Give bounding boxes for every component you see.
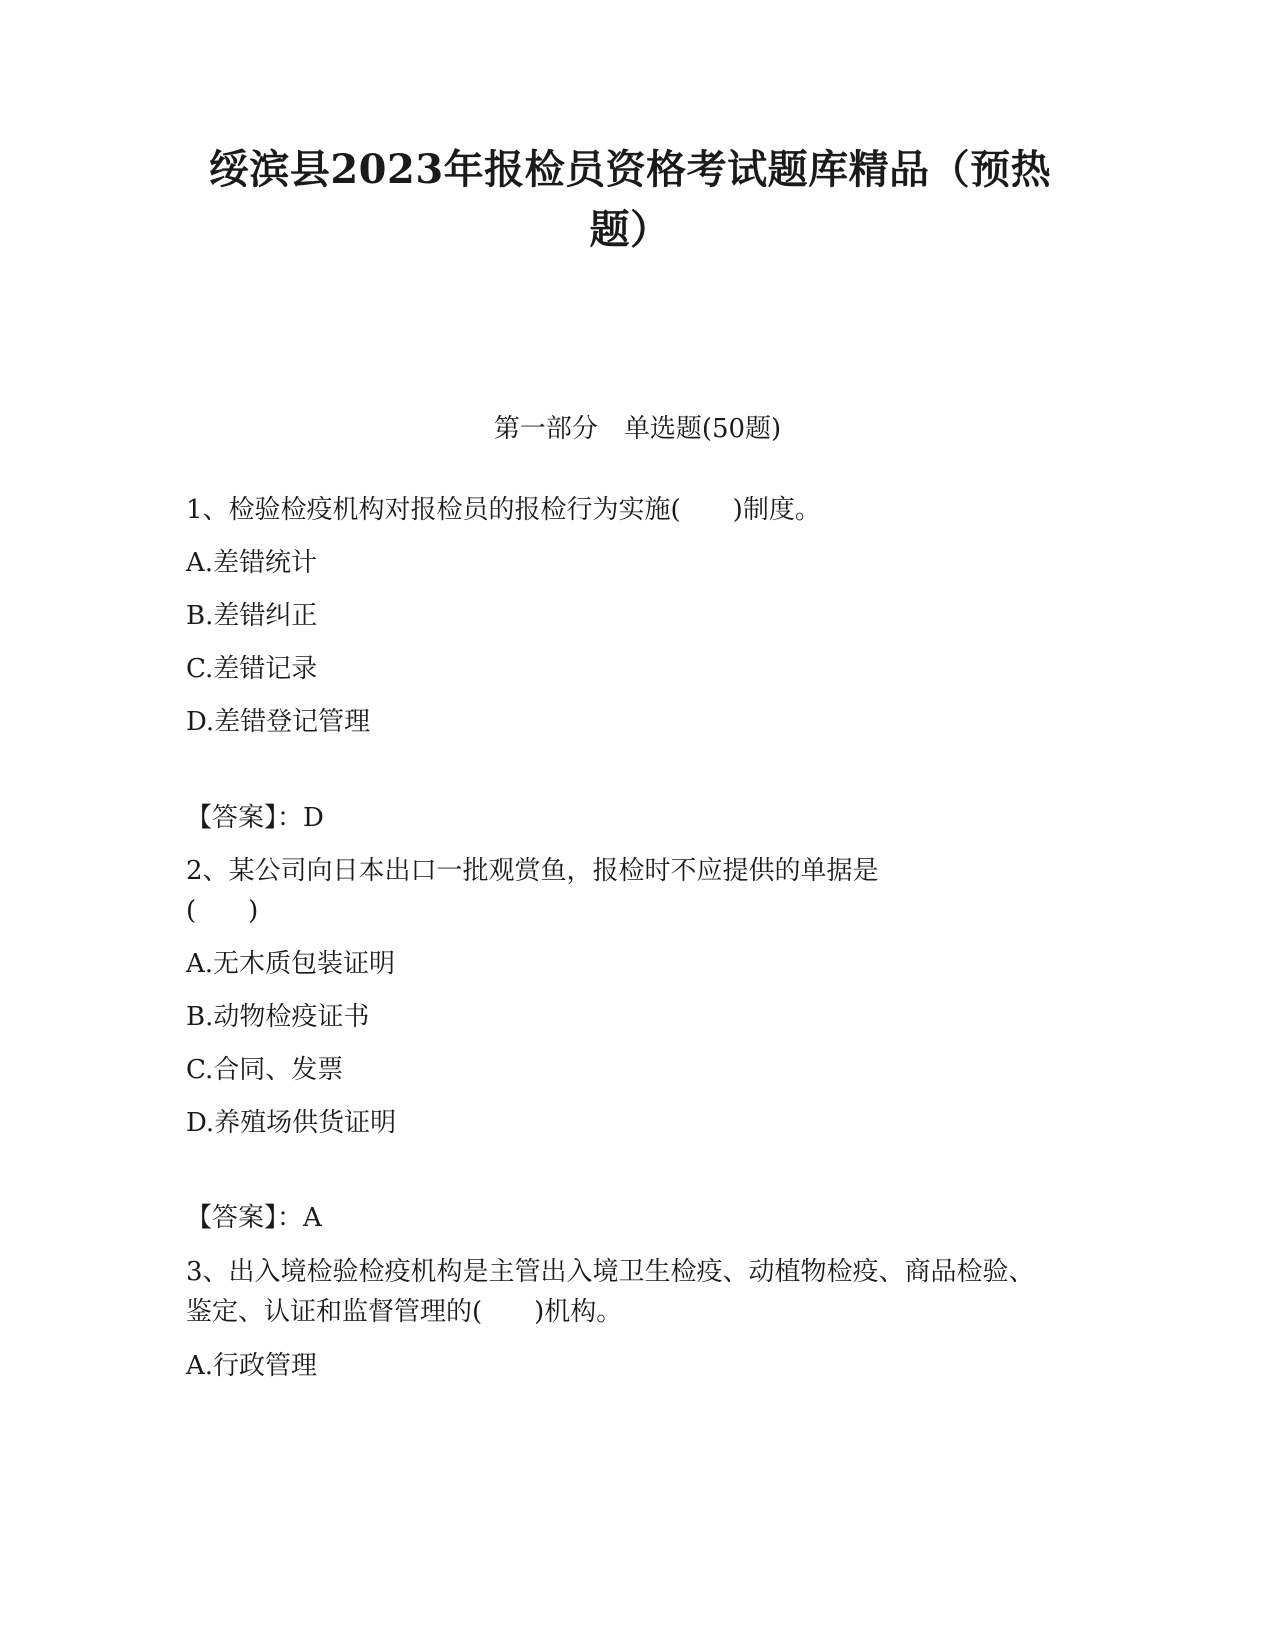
question-1-stem: 1、检验检疫机构对报检员的报检行为实施( )制度。 bbox=[186, 495, 821, 525]
question-2-answer: 【答案】：A bbox=[186, 1203, 322, 1233]
question-2-stem: 2、某公司向日本出口一批观赏鱼，报检时不应提供的单据是( ) bbox=[186, 856, 879, 926]
question-1-option-d: D.差错登记管理 bbox=[186, 707, 371, 737]
question-2-option-d: D.养殖场供货证明 bbox=[186, 1108, 397, 1138]
question-2-option-c: C.合同、发票 bbox=[186, 1055, 344, 1085]
question-2-option-b: B.动物检疫证书 bbox=[186, 1002, 370, 1032]
question-3-option-a: A.行政管理 bbox=[186, 1351, 318, 1381]
question-1-option-c: C.差错记录 bbox=[186, 654, 318, 684]
document-title: 绥滨县2023年报检员资格考试题库精品（预热题） bbox=[208, 146, 1052, 253]
question-1-answer: 【答案】：D bbox=[186, 803, 324, 833]
question-1-option-b: B.差错纠正 bbox=[186, 601, 318, 631]
section-heading: 第一部分 单选题(50题) bbox=[493, 414, 782, 444]
question-2-option-a: A.无木质包装证明 bbox=[186, 949, 396, 979]
question-3-stem: 3、出入境检验检疫机构是主管出入境卫生检疫、动植物检疫、商品检验、鉴定、认证和监督管理的( )机构。 bbox=[186, 1257, 1035, 1327]
question-1-option-a: A.差错统计 bbox=[186, 548, 318, 578]
